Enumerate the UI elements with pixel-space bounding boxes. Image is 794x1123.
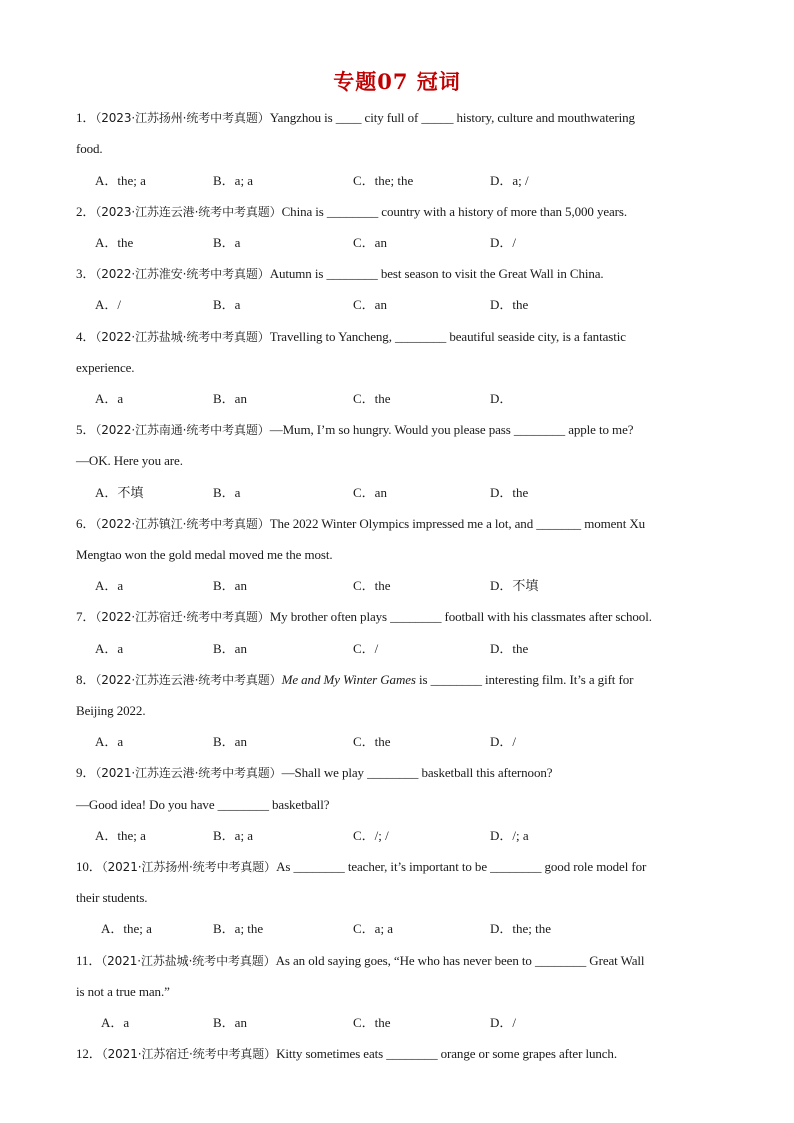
question-2: 2．（2023·江苏连云港·统考中考真题）China is ________ country with a history of more than 5,000 years.	[76, 204, 628, 219]
question-1: 1．（2023·江苏扬州·统考中考真题）Yangzhou is ____ city full of _____ history, culture and mouthwatering	[76, 110, 635, 125]
q7-option-c[interactable]: C．/	[353, 641, 379, 656]
q3-option-c[interactable]: C．an	[353, 297, 387, 312]
q4-option-c[interactable]: C．the	[353, 391, 391, 406]
q10-option-c[interactable]: C．a; a	[353, 921, 394, 936]
question-9: 9．（2021·江苏连云港·统考中考真题）—Shall we play ________ basketball this afternoon?	[76, 765, 553, 780]
question-11-continued: is not a true man.”	[76, 984, 170, 999]
q5-option-d[interactable]: D．the	[490, 485, 529, 500]
q9-option-b[interactable]: B．a; a	[213, 828, 254, 843]
q6-option-b[interactable]: B．an	[213, 578, 247, 593]
question-6: 6．（2022·江苏镇江·统考中考真题）The 2022 Winter Olympics impressed me a lot, and _______ moment Xu	[76, 516, 646, 531]
q7-option-d[interactable]: D．the	[490, 641, 529, 656]
q7-option-b[interactable]: B．an	[213, 641, 247, 656]
q9-option-d[interactable]: D．/; a	[490, 828, 529, 843]
q4-option-a[interactable]: A．a	[95, 391, 124, 406]
q8-option-b[interactable]: B．an	[213, 734, 247, 749]
q3-option-d[interactable]: D．the	[490, 297, 529, 312]
q10-option-b[interactable]: B．a; the	[213, 921, 264, 936]
q8-option-c[interactable]: C．the	[353, 734, 391, 749]
q11-option-c[interactable]: C．the	[353, 1015, 391, 1030]
q1-option-c[interactable]: C．the; the	[353, 173, 414, 188]
q2-option-c[interactable]: C．an	[353, 235, 387, 250]
question-9-continued: —Good idea! Do you have ________ basketball?	[76, 797, 330, 812]
q8-option-d[interactable]: D．/	[490, 734, 517, 749]
q4-option-b[interactable]: B．an	[213, 391, 247, 406]
q6-option-c[interactable]: C．the	[353, 578, 391, 593]
q6-option-d[interactable]: D．不填	[490, 578, 539, 593]
question-4: 4．（2022·江苏盐城·统考中考真题）Travelling to Yancheng, ________ beautiful seaside city, is a fantastic	[76, 329, 626, 344]
question-7: 7．（2022·江苏宿迁·统考中考真题）My brother often plays ________ football with his classmates after school.	[76, 609, 652, 624]
q9-option-c[interactable]: C．/; /	[353, 828, 389, 843]
question-1-continued: food.	[76, 141, 103, 156]
q1-option-b[interactable]: B．a; a	[213, 173, 254, 188]
q11-option-b[interactable]: B．an	[213, 1015, 247, 1030]
question-10: 10．（2021·江苏扬州·统考中考真题）As ________ teacher, it’s important to be ________ good role model for	[76, 859, 647, 874]
question-8-continued: Beijing 2022.	[76, 703, 146, 718]
q2-option-a[interactable]: A．the	[95, 235, 134, 250]
q11-option-a[interactable]: A．a	[101, 1015, 130, 1030]
q4-option-d[interactable]: D．	[490, 391, 513, 406]
q6-option-a[interactable]: A．a	[95, 578, 124, 593]
question-10-continued: their students.	[76, 890, 148, 905]
question-4-continued: experience.	[76, 360, 135, 375]
q10-option-a[interactable]: A．the; a	[101, 921, 152, 936]
q2-option-b[interactable]: B．a	[213, 235, 241, 250]
question-5-continued: —OK. Here you are.	[76, 453, 183, 468]
question-6-continued: Mengtao won the gold medal moved me the most.	[76, 547, 333, 562]
q1-option-d[interactable]: D．a; /	[490, 173, 529, 188]
question-11: 11．（2021·江苏盐城·统考中考真题）As an old saying goes, “He who has never been to ________ Great Wall	[76, 953, 645, 968]
q8-option-a[interactable]: A．a	[95, 734, 124, 749]
question-5: 5．（2022·江苏南通·统考中考真题）—Mum, I’m so hungry. Would you please pass ________ apple to me?	[76, 422, 634, 437]
question-8: 8．（2022·江苏连云港·统考中考真题）Me and My Winter Games is ________ interesting film. It’s a gift for	[76, 672, 634, 687]
q2-option-d[interactable]: D．/	[490, 235, 517, 250]
q1-option-a[interactable]: A．the; a	[95, 173, 146, 188]
q5-option-b[interactable]: B．a	[213, 485, 241, 500]
q10-option-d[interactable]: D．the; the	[490, 921, 552, 936]
q3-option-b[interactable]: B．a	[213, 297, 241, 312]
q5-option-a[interactable]: A．不填	[95, 485, 144, 500]
q3-option-a[interactable]: A．/	[95, 297, 122, 312]
page-title: 专题07 冠词	[333, 69, 461, 94]
q5-option-c[interactable]: C．an	[353, 485, 387, 500]
q9-option-a[interactable]: A．the; a	[95, 828, 146, 843]
question-12: 12．（2021·江苏宿迁·统考中考真题）Kitty sometimes eats ________ orange or some grapes after lunch.	[76, 1046, 617, 1061]
film-title: Me and My Winter Games	[281, 672, 416, 687]
question-3: 3．（2022·江苏淮安·统考中考真题）Autumn is ________ best season to visit the Great Wall in China.	[76, 266, 604, 281]
q7-option-a[interactable]: A．a	[95, 641, 124, 656]
q11-option-d[interactable]: D．/	[490, 1015, 517, 1030]
